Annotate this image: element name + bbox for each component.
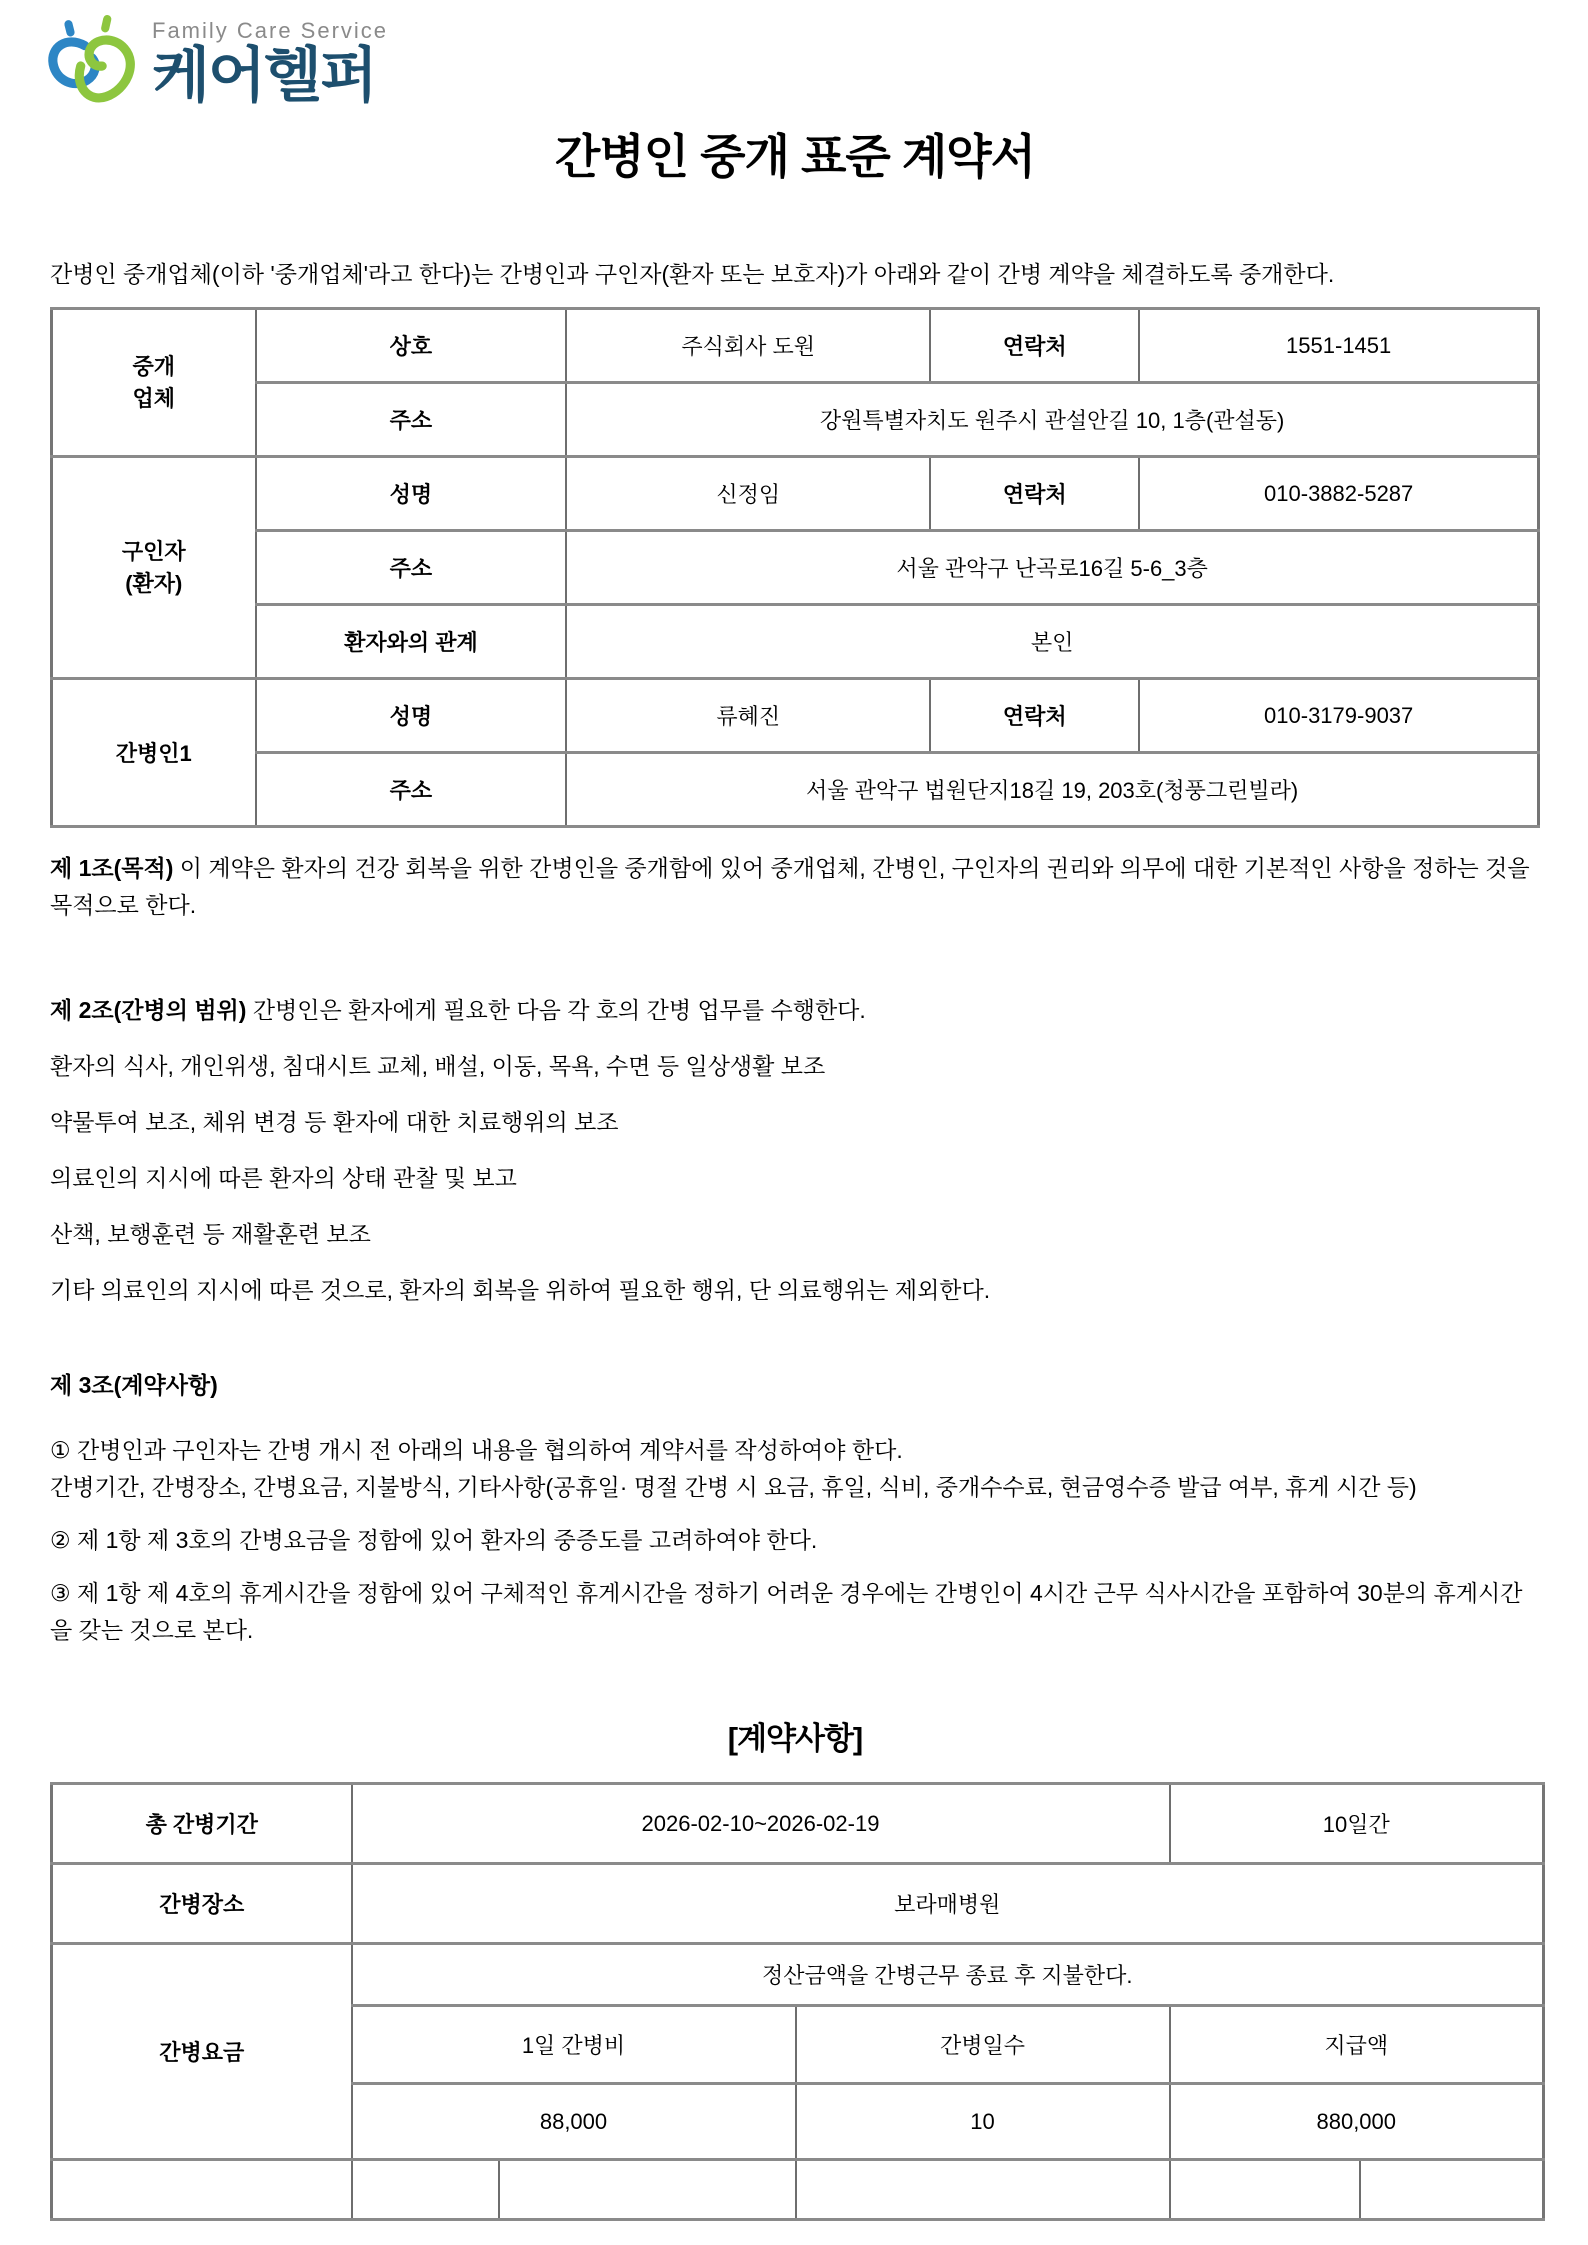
table-row [52, 1864, 1544, 1944]
broker-group-label-line2: 업체 [132, 385, 176, 411]
caregiver-group-cell: 간병인1 [52, 679, 256, 827]
article-2-item: 의료인의 지시에 따른 환자의 상태 관찰 및 보고 [50, 1165, 517, 1191]
article-2-item: 산책, 보행훈련 등 재활훈련 보조 [50, 1221, 371, 1247]
client-contact-value: 010-3882-5287 [1139, 457, 1538, 531]
article-2-item: 약물투여 보조, 체위 변경 등 환자에 대한 치료행위의 보조 [50, 1109, 619, 1135]
logo-text-block [152, 8, 389, 109]
caregiver-address-label: 주소 [256, 753, 567, 827]
table-row [52, 531, 1539, 605]
broker-address-label: 주소 [256, 383, 567, 457]
client-group-label-line1: 구인자 [121, 538, 186, 564]
article-1-body: 이 계약은 환자의 건강 회복을 위한 간병인을 중개함에 있어 중개업체, 간병인, 구인자의 권리와 의무에 대한 기본적인 사항을 정하는 것을 목적으로 한다. [50, 855, 1530, 918]
article-2-heading: 제 2조(간병의 범위) [50, 997, 247, 1023]
empty-cell [499, 2160, 796, 2220]
parties-table [50, 307, 1540, 828]
empty-cell [1360, 2160, 1544, 2220]
empty-cell [1170, 2160, 1360, 2220]
care-period-value: 2026-02-10~2026-02-19 [352, 1784, 1170, 1864]
heart-logo-icon [44, 8, 146, 120]
caregiver-name-label: 성명 [256, 679, 567, 753]
broker-address-value: 강원특별자치도 원주시 관설안길 10, 1층(관설동) [566, 383, 1538, 457]
article-1-heading: 제 1조(목적) [50, 855, 174, 881]
contract-details-table [50, 1782, 1545, 2221]
client-relation-label: 환자와의 관계 [256, 605, 567, 679]
empty-cell [796, 2160, 1170, 2220]
table-row [52, 605, 1539, 679]
client-contact-label: 연락처 [930, 457, 1139, 531]
logo-tagline: Family Care Service [152, 18, 389, 43]
caregiver-name-value: 류혜진 [566, 679, 930, 753]
article-3-clause-2: ② 제 1항 제 3호의 간병요금을 정함에 있어 환자의 중증도를 고려하여야 한다. [50, 1527, 818, 1553]
client-address-label: 주소 [256, 531, 567, 605]
table-row [52, 383, 1539, 457]
article-2-body: 간병인은 환자에게 필요한 다음 각 호의 간병 업무를 수행한다. [252, 997, 866, 1023]
table-row [52, 753, 1539, 827]
brand-name: 케어헬퍼 [152, 42, 376, 109]
caregiver-contact-value: 010-3179-9037 [1139, 679, 1538, 753]
fee-days-value: 10 [796, 2084, 1170, 2160]
contract-section-title: [계약사항] [727, 1721, 863, 1756]
table-row [52, 1784, 1544, 1864]
client-relation-value: 본인 [566, 605, 1538, 679]
intro-paragraph: 간병인 중개업체(이하 '중개업체'라고 한다)는 간병인과 구인자(환자 또는 보호자)가 아래와 같이 간병 계약을 체결하도록 중개한다. [50, 261, 1335, 287]
broker-group-cell [52, 309, 256, 457]
empty-cell [52, 2160, 352, 2220]
care-fee-note: 정산금액을 간병근무 종료 후 지불한다. [352, 1944, 1544, 2006]
client-group-cell [52, 457, 256, 679]
article-2-item: 기타 의료인의 지시에 따른 것으로, 환자의 회복을 위하여 필요한 행위, 단 의료행위는 제외한다. [50, 1277, 991, 1303]
table-row [52, 457, 1539, 531]
care-place-value: 보라매병원 [352, 1864, 1544, 1944]
broker-contact-label: 연락처 [930, 309, 1139, 383]
table-row-partial [52, 2160, 1544, 2220]
article-3-heading: 제 3조(계약사항) [50, 1372, 218, 1398]
fee-days-header: 간병일수 [796, 2006, 1170, 2084]
table-row [52, 309, 1539, 383]
article-3-clause-3: ③ 제 1항 제 4호의 휴게시간을 정함에 있어 구체적인 휴게시간을 정하기 어려운 경우에는 간병인이 4시간 근무 식사시간을 포함하여 30분의 휴게시간을 갖는 것으로 본다. [50, 1580, 1523, 1643]
broker-contact-value: 1551-1451 [1139, 309, 1538, 383]
article-3-clause-1-line1: ① 간병인과 구인자는 간병 개시 전 아래의 내용을 협의하여 계약서를 작성하여야 한다. [50, 1437, 903, 1463]
client-group-label-line2: (환자) [125, 570, 183, 596]
article-3-clause-1 [50, 1432, 1540, 1506]
care-period-days: 10일간 [1170, 1784, 1544, 1864]
care-period-label: 총 간병기간 [52, 1784, 352, 1864]
care-fee-label: 간병요금 [52, 1944, 352, 2160]
fee-total-value: 880,000 [1170, 2084, 1544, 2160]
client-name-label: 성명 [256, 457, 567, 531]
caregiver-contact-label: 연락처 [930, 679, 1139, 753]
care-place-label: 간병장소 [52, 1864, 352, 1944]
document-title: 간병인 중개 표준 계약서 [554, 130, 1036, 183]
article-1 [50, 850, 1540, 924]
article-2-item: 환자의 식사, 개인위생, 침대시트 교체, 배설, 이동, 목욕, 수면 등 일상생활 보조 [50, 1053, 826, 1079]
document-header [50, 0, 1540, 183]
client-address-value: 서울 관악구 난곡로16길 5-6_3층 [566, 531, 1538, 605]
broker-group-label-line1: 중개 [132, 353, 176, 379]
care-helper-logo [44, 8, 388, 120]
client-name-value: 신정임 [566, 457, 930, 531]
caregiver-address-value: 서울 관악구 법원단지18길 19, 203호(청풍그린빌라) [566, 753, 1538, 827]
fee-daily-rate-value: 88,000 [352, 2084, 796, 2160]
fee-total-header: 지급액 [1170, 2006, 1544, 2084]
broker-name-value: 주식회사 도원 [566, 309, 930, 383]
fee-daily-rate-header: 1일 간병비 [352, 2006, 796, 2084]
empty-cell [352, 2160, 499, 2220]
article-3-clause-1-line2: 간병기간, 간병장소, 간병요금, 지불방식, 기타사항(공휴일· 명절 간병 시 요금, 휴일, 식비, 중개수수료, 현금영수증 발급 여부, 휴게 시간 등) [50, 1474, 1417, 1500]
table-row [52, 1944, 1544, 2006]
table-row [52, 679, 1539, 753]
broker-name-label: 상호 [256, 309, 567, 383]
article-2 [50, 992, 1540, 1029]
